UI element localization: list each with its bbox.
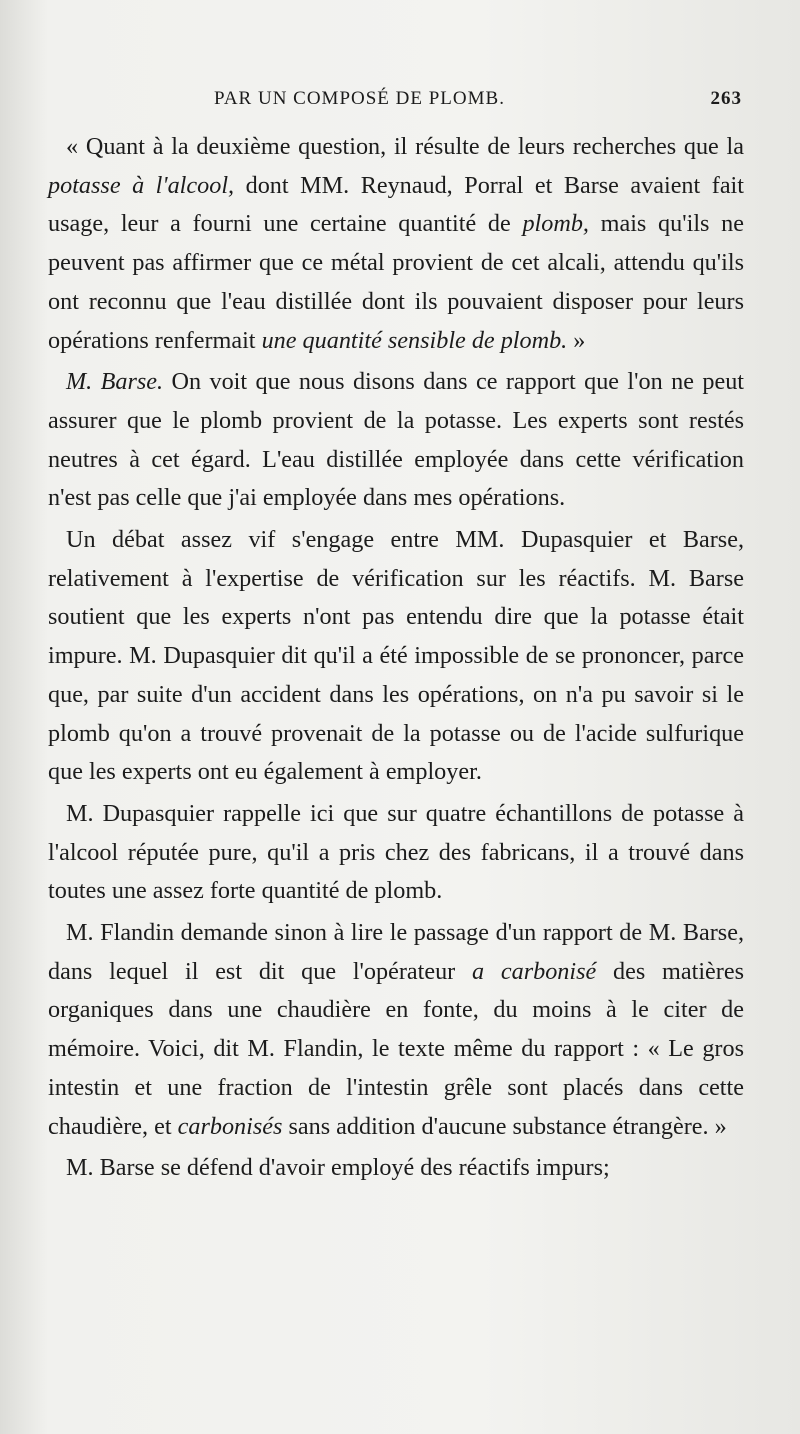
running-title: PAR UN COMPOSÉ DE PLOMB. [214,88,505,109]
text-run: « Quant à la deuxième question, il résulte de leurs recherches que la [66,133,744,160]
text-run: Un débat assez vif s'engage entre MM. Dupasquier et Barse, relativement à l'expertise de vérification sur les réactifs. M. Barse soutient que les experts n'ont pas entendu dire que la potasse était impure. M. Dupasquier dit qu'il a été impossible de se prononcer, parce que, par suite d'un accident dans les opérations, on n'a pu savoir si le plomb qu'on a trouvé provenait de la potasse ou de l'acide sulfurique que les experts ont eu également à employer. [48,526,744,786]
italic-text: a carbonisé [472,957,597,985]
paragraph [48,363,744,518]
text-run: des matières organiques dans une chaudière en fonte, du moins à le citer de mémoire. Voici, dit M. Flandin, le texte même du rapport : « Le gros intestin et une fraction de l'intestin grêle sont placés dans cette chaudière, et [48,957,744,1140]
text-run: M. Dupasquier rappelle ici que sur quatre échantillons de potasse à l'alcool réputée pure, qu'il a pris chez des fabricans, il a trouvé dans toutes une assez forte quantité de plomb. [48,799,744,905]
italic-text: plomb, [522,210,589,238]
text-run: M. Flandin demande sinon à lire le passage d'un rapport de M. Barse, dans lequel il est dit que l'opérateur [48,919,744,985]
paragraph [48,128,744,360]
text-run: » [567,326,586,354]
running-header [48,88,744,118]
paragraph [48,521,744,792]
italic-text: carbonisés [177,1112,283,1140]
page-number: 263 [710,88,742,109]
body-text [48,128,744,1188]
text-run: On voit que nous disons dans ce rapport que l'on ne peut assurer que le plomb provient de la potasse. Les experts sont restés neutres à cet égard. L'eau distillée employée dans cette vérification n'est pas celle que j'ai employée dans mes opérations. [48,368,745,512]
paragraph [48,1149,744,1188]
text-run: M. Barse se défend d'avoir employé des réactifs impurs; [66,1154,610,1182]
text-run: dont MM. Reynaud, Porral et Barse avaient fait usage, leur a fourni une certaine quantité de [48,171,744,238]
italic-text: une quantité sensible de plomb. [261,326,568,354]
text-run: sans addition d'aucune substance étrangère. » [282,1112,727,1140]
text-run: mais qu'ils ne peuvent pas affirmer que ce métal provient de cet alcali, attendu qu'ils ont reconnu que l'eau distillée dont ils pouvaient disposer pour leurs opérations renfermait [48,210,744,354]
paragraph [48,914,744,1146]
italic-text: potasse à l'alcool, [48,171,235,199]
paragraph [48,795,744,911]
italic-text: M. Barse. [66,368,164,396]
